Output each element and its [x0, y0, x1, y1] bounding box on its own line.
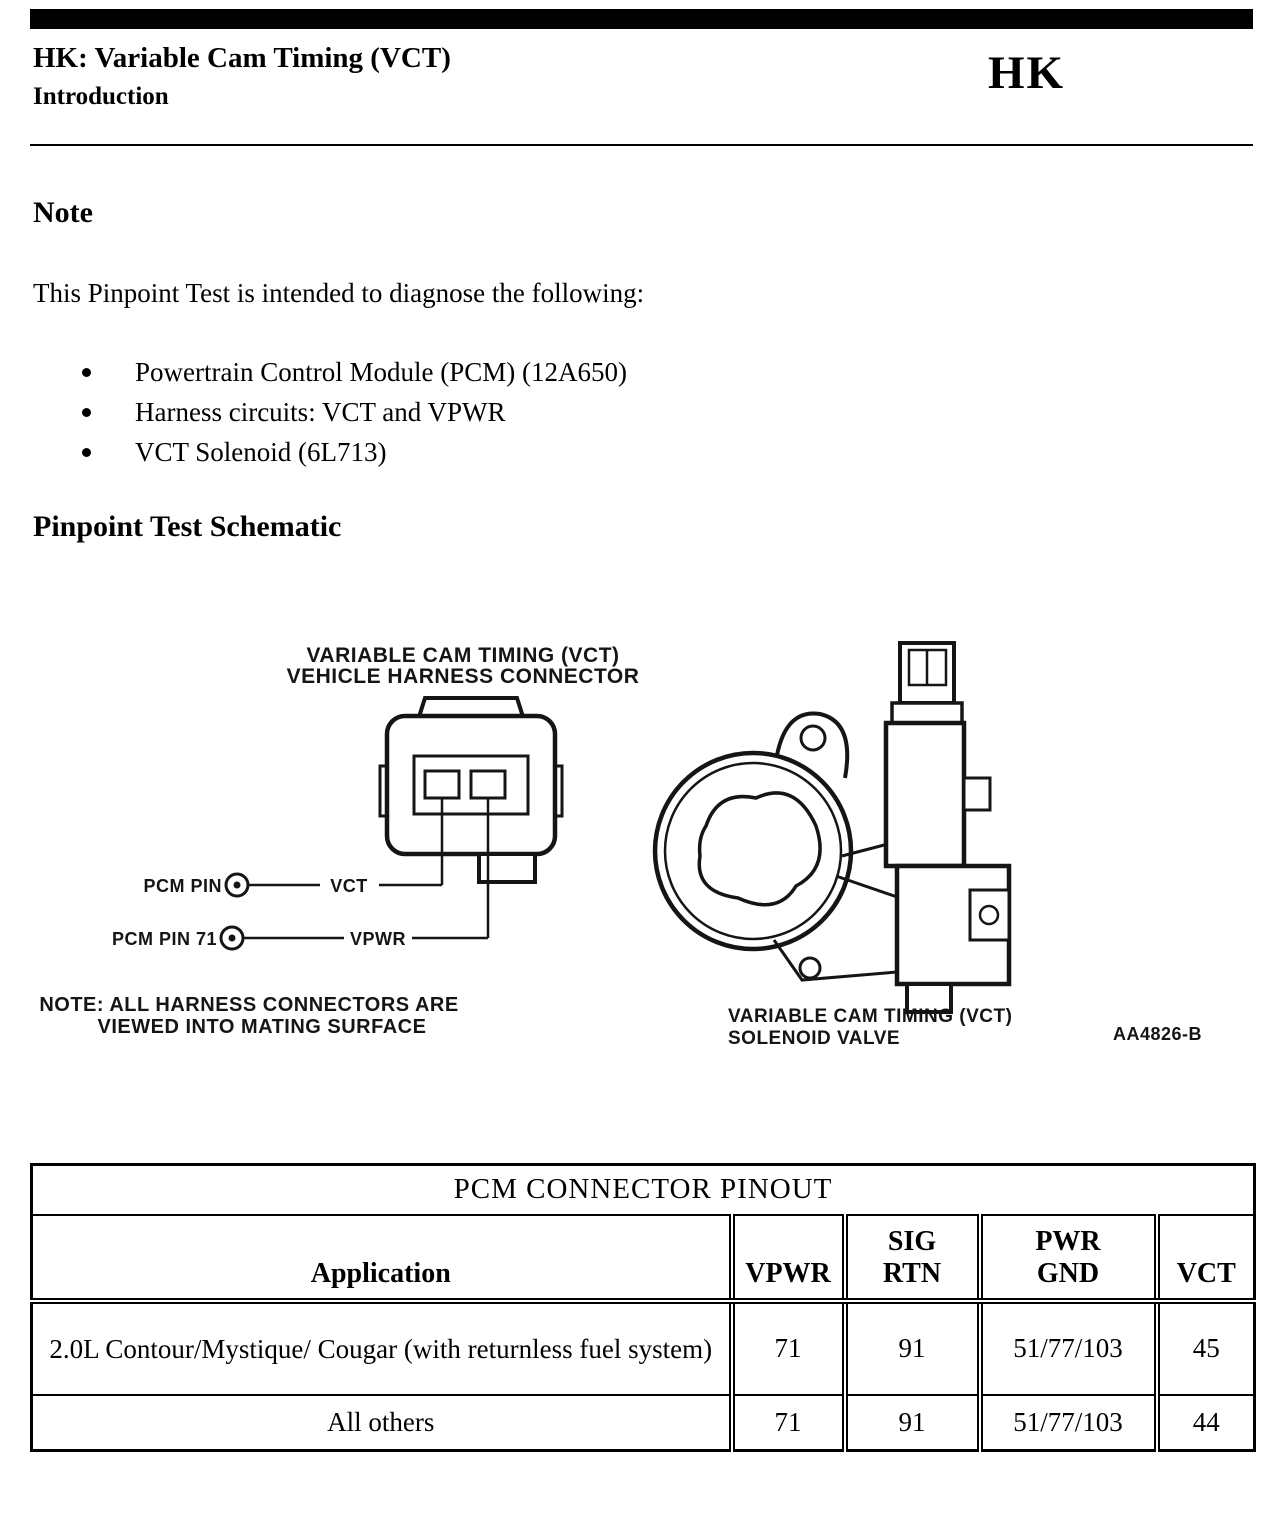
column-header-line: SIG — [887, 1225, 937, 1257]
cell-application: All others — [32, 1395, 732, 1451]
solenoid-label-line2: SOLENOID VALVE — [728, 1028, 901, 1049]
solenoid-label-line1: VARIABLE CAM TIMING (VCT) — [728, 1006, 1013, 1027]
table-title-row — [32, 1165, 1255, 1215]
table-row — [32, 1395, 1255, 1451]
column-header-line: GND — [1036, 1257, 1100, 1289]
vpwr-wire-label: VPWR — [350, 929, 406, 949]
vct-wire-label: VCT — [330, 876, 368, 896]
note-heading: Note — [33, 196, 93, 229]
pcm-pin-71-label: PCM PIN 71 — [111, 929, 217, 949]
list-item — [82, 392, 627, 432]
column-header-line: PWR — [1035, 1225, 1101, 1257]
schematic-labels — [39, 644, 1202, 1049]
schematic-heading: Pinpoint Test Schematic — [33, 510, 342, 543]
header-rule — [30, 144, 1253, 146]
figure-code: AA4826-B — [1113, 1024, 1203, 1044]
cell-pwr-gnd: 51/77/103 — [980, 1395, 1157, 1451]
table-title: PCM CONNECTOR PINOUT — [32, 1165, 1255, 1215]
pinpoint-test-schematic-figure — [30, 628, 1250, 1068]
table-row — [32, 1301, 1255, 1395]
column-header-application — [32, 1215, 732, 1301]
list-item-text: VCT Solenoid (6L713) — [135, 436, 387, 467]
cell-vct: 45 — [1157, 1301, 1255, 1395]
section-code: HK — [988, 47, 1066, 99]
cell-vpwr: 71 — [732, 1301, 845, 1395]
schematic-note-line1: NOTE: ALL HARNESS CONNECTORS ARE — [39, 994, 459, 1016]
harness-connector-label-line2: VEHICLE HARNESS CONNECTOR — [286, 665, 640, 688]
column-header-line: VPWR — [745, 1257, 831, 1289]
cell-vpwr: 71 — [732, 1395, 845, 1451]
schematic-note-line2: VIEWED INTO MATING SURFACE — [97, 1016, 427, 1038]
column-header-pwr-gnd — [980, 1215, 1157, 1301]
pcm-pin-terminal-icons — [221, 874, 248, 949]
column-header-line: RTN — [882, 1257, 942, 1289]
pcm-pin-label: PCM PIN — [143, 876, 222, 896]
list-item — [82, 432, 627, 472]
bullet-icon — [82, 408, 91, 417]
table-header-row — [32, 1215, 1255, 1301]
page-subtitle: Introduction — [33, 83, 169, 110]
list-item — [82, 352, 627, 392]
bullet-icon — [82, 368, 91, 377]
column-header-vct — [1157, 1215, 1255, 1301]
cell-sig-rtn: 91 — [845, 1301, 980, 1395]
column-header-line: VCT — [1176, 1257, 1236, 1289]
list-item-text: Powertrain Control Module (PCM) (12A650) — [135, 356, 627, 387]
column-header-sig-rtn — [845, 1215, 980, 1301]
harness-connector-drawing — [380, 698, 562, 882]
cell-sig-rtn: 91 — [845, 1395, 980, 1451]
bullet-icon — [82, 448, 91, 457]
column-header-line: Application — [310, 1257, 451, 1289]
harness-connector-label-line1: VARIABLE CAM TIMING (VCT) — [306, 644, 620, 667]
cell-vct: 44 — [1157, 1395, 1255, 1451]
cell-pwr-gnd: 51/77/103 — [980, 1301, 1157, 1395]
note-intro-text: This Pinpoint Test is intended to diagnose the following: — [33, 278, 645, 308]
page-title: HK: Variable Cam Timing (VCT) — [33, 42, 451, 74]
solenoid-valve-drawing — [655, 643, 1009, 1012]
diagnosis-list — [82, 352, 627, 472]
list-item-text: Harness circuits: VCT and VPWR — [135, 396, 506, 427]
column-header-vpwr — [732, 1215, 845, 1301]
pcm-connector-pinout-table — [30, 1163, 1256, 1452]
top-rule-thick — [30, 9, 1253, 29]
cell-application: 2.0L Contour/Mystique/ Cougar (with returnless fuel system) — [32, 1301, 732, 1395]
